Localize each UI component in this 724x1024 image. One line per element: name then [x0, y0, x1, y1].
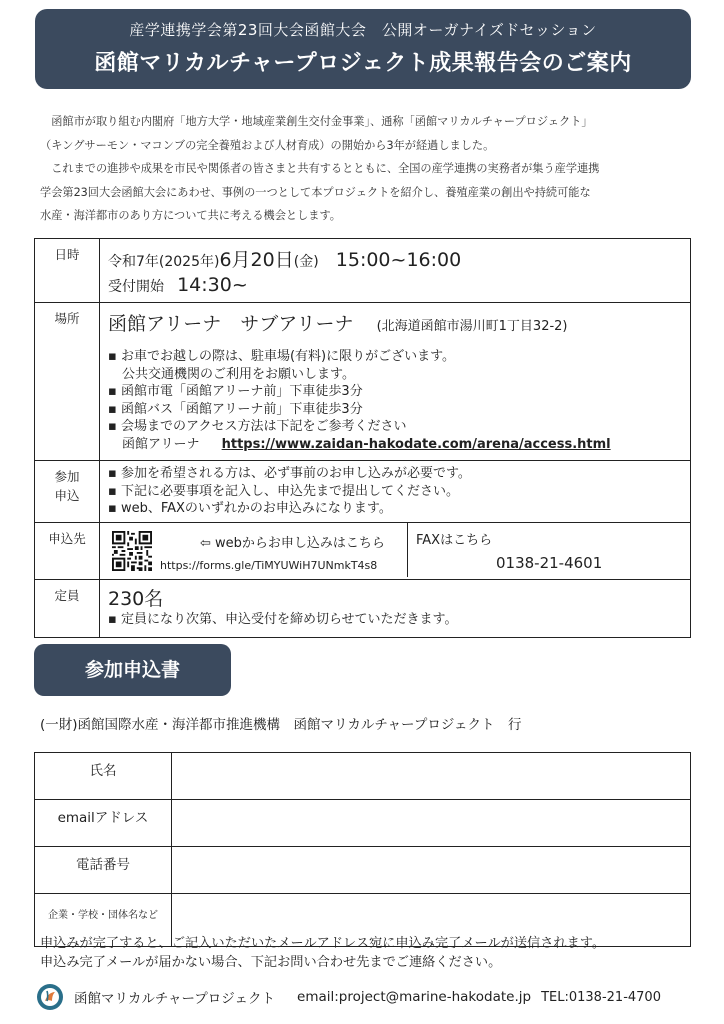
- apply-cell: [100, 522, 691, 579]
- page-footer: [36, 983, 696, 1011]
- access-link[interactable]: https://www.zaidan-hakodate.com/arena/access.html: [221, 436, 611, 452]
- date-era: 令和7年(2025年): [108, 254, 220, 270]
- access-label: 函館アリーナ: [122, 436, 200, 452]
- fax-label: FAXはこちら: [416, 532, 493, 548]
- place-note: ▪ 函館バス「函館アリーナ前」下車徒歩3分: [108, 401, 363, 417]
- apply-fax: [408, 523, 690, 577]
- place-notes: [108, 348, 682, 453]
- date-weekday: (金): [293, 254, 319, 270]
- participation-label-line: 申込: [54, 488, 80, 503]
- footer-org: 函館マリカルチャープロジェクト: [74, 991, 276, 1007]
- participation-note: ▪ 下記に必要事項を記入し、申込先まで提出してください。: [108, 483, 459, 499]
- date-label: 日時: [35, 239, 100, 303]
- reception-time: 14:30~: [177, 274, 248, 296]
- notice-line: 申込みが完了すると、ご記入いただいたメールアドレス宛に申込み完了メールが送信されます。: [40, 936, 606, 951]
- intro-line: 学会第23回大会函館大会にあわせ、事例の一つとして本プロジェクトを紹介し、養殖産業の創出や持続可能な: [40, 185, 591, 199]
- organization-field-label: 企業・学校・団体名など: [35, 894, 172, 947]
- event-info-table: [34, 238, 691, 638]
- reception-label: 受付開始: [108, 279, 164, 295]
- form-addressee: (一財)函館国際水産・海洋都市推進機構 函館マリカルチャープロジェクト 行: [40, 717, 522, 733]
- capacity-label: 定員: [35, 579, 100, 637]
- place-note: ▪ お車でお越しの際は、駐車場(有料)に限りがございます。: [108, 349, 456, 364]
- apply-label: 申込先: [35, 522, 100, 579]
- phone-field-label: 電話番号: [35, 847, 172, 894]
- web-apply-text: ⇦ webからお申し込みはこちら: [200, 535, 385, 551]
- participation-label-line: 参加: [54, 469, 80, 484]
- header-title: 函館マリカルチャープロジェクト成果報告会のご案内: [94, 51, 632, 76]
- date-month-day: 6月20日: [219, 249, 294, 271]
- name-field-label: 氏名: [35, 753, 172, 800]
- participation-label: [35, 461, 100, 523]
- capacity-value: 230名: [108, 587, 164, 610]
- qr-code-icon[interactable]: [112, 531, 152, 571]
- email-field-label: emailアドレス: [35, 800, 172, 847]
- page-header: [35, 9, 691, 89]
- capacity-note: ▪ 定員になり次第、申込受付を締め切らせていただきます。: [108, 611, 458, 627]
- project-logo-icon: [36, 983, 64, 1011]
- notice-line: 申込み完了メールが届かない場合、下記お問い合わせ先までご連絡ください。: [40, 955, 502, 970]
- place-note: ▪ 会場までのアクセス方法は下記をご参考ください: [108, 419, 407, 434]
- email-field[interactable]: [172, 800, 691, 847]
- application-form: [34, 752, 691, 947]
- intro-text: [40, 110, 690, 228]
- venue-address: (北海道函館市湯川町1丁目32-2): [376, 319, 568, 334]
- apply-web: [100, 523, 408, 577]
- date-cell: [100, 239, 691, 303]
- fax-number: 0138-21-4601: [496, 553, 603, 572]
- date-time: 15:00~16:00: [335, 249, 462, 271]
- footer-email[interactable]: email:project@marine-hakodate.jp: [297, 989, 532, 1005]
- intro-line: 函館市が取り組む内閣府「地方大学・地域産業創生交付金事業」、通称「函館マリカルチャープロジェクト」: [51, 115, 593, 128]
- header-subtitle: 産学連携学会第23回大会函館大会 公開オーガナイズドセッション: [129, 21, 597, 39]
- venue-name: 函館アリーナ サブアリーナ: [108, 313, 354, 335]
- completion-notice: [40, 934, 605, 972]
- form-section-tag: 参加申込書: [34, 644, 231, 696]
- capacity-cell: [100, 579, 691, 637]
- name-field[interactable]: [172, 753, 691, 800]
- participation-note: ▪ web、FAXのいずれかのお申込みになります。: [108, 501, 392, 516]
- footer-tel: TEL:0138-21-4700: [541, 989, 661, 1005]
- place-cell: [100, 303, 691, 461]
- place-note: ▪ 函館市電「函館アリーナ前」下車徒歩3分: [108, 384, 363, 399]
- intro-line: これまでの進捗や成果を市民や関係者の皆さまと共有するとともに、全国の産学連携の実務者が集う産学連携: [51, 162, 600, 175]
- web-apply-url[interactable]: https://forms.gle/TiMYUWiH7UNmkT4s8: [160, 558, 378, 572]
- phone-field[interactable]: [172, 847, 691, 894]
- participation-note: ▪ 参加を希望される方は、必ず事前のお申し込みが必要です。: [108, 466, 471, 481]
- place-label: 場所: [35, 303, 100, 461]
- place-note: 公共交通機関のご利用をお願いします。: [122, 366, 355, 382]
- intro-line: 水産・海洋都市のあり方について共に考える機会とします。: [40, 209, 341, 222]
- participation-cell: [100, 461, 691, 523]
- intro-line: （キングサーモン・マコンブの完全養殖および人材育成）の開始から3年が経過しました。: [40, 138, 495, 152]
